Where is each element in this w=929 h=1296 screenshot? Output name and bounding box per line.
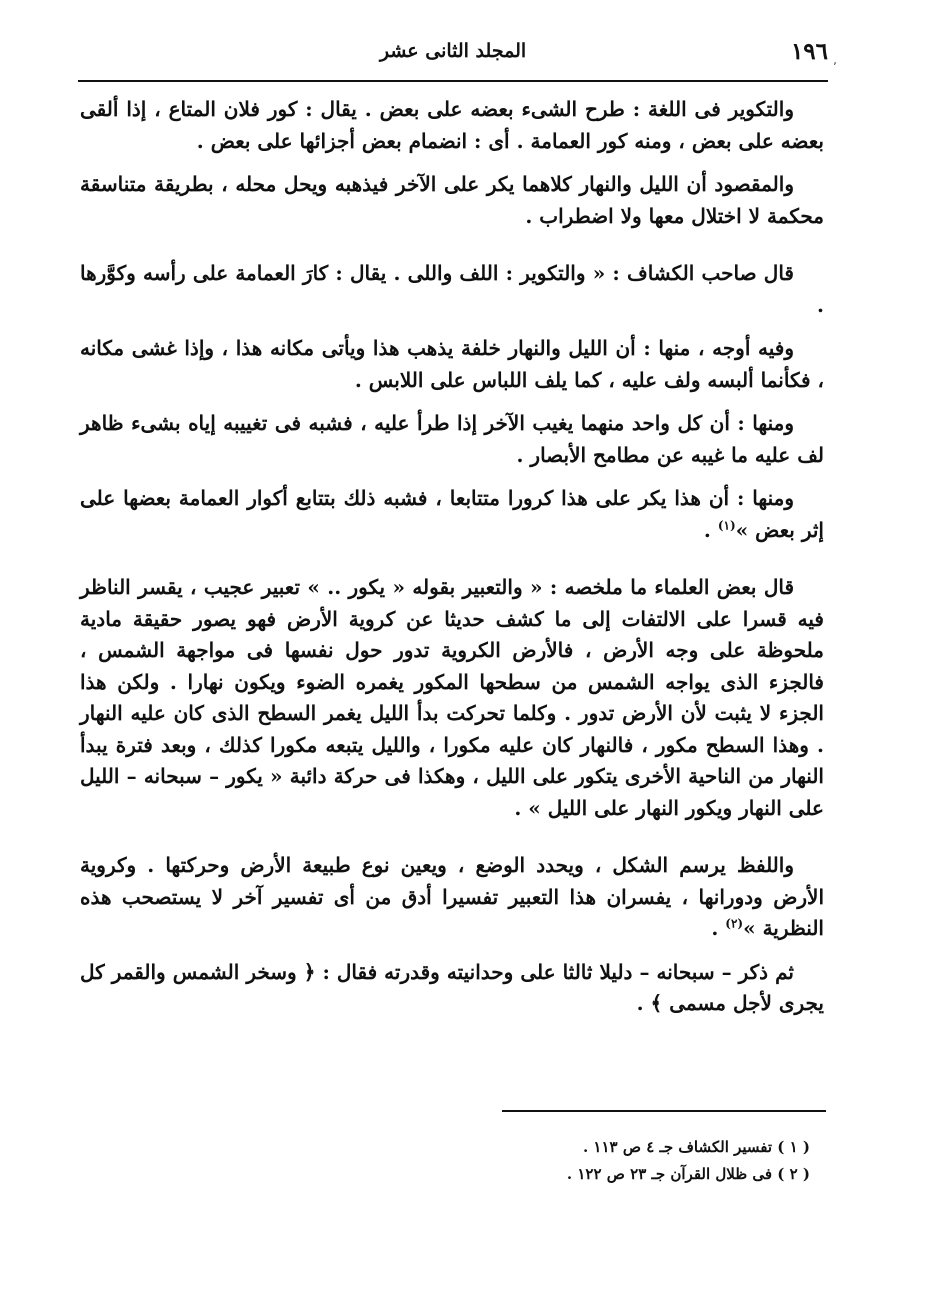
paragraph: والمقصود أن الليل والنهار كلاهما يكر على الآخر فيذهبه ويحل محله ، بطريقة متناسقة محكمة لا اختلال معها ولا اضطراب . xyxy=(80,172,824,228)
footnote-rule xyxy=(502,1110,826,1112)
footnote-reference: (٢) xyxy=(725,916,744,931)
main-text xyxy=(80,94,824,1032)
footnote-reference: (١) xyxy=(717,517,736,532)
page-number: ١٩٦ xyxy=(790,38,828,65)
footnote: ( ٢ ) فى ظلال القرآن جـ ٢٣ ص ١٢٢ . xyxy=(566,1165,810,1183)
paragraph: ومنها : أن هذا يكر على هذا كرورا متتابعا ، فشبه ذلك بتتابع أكوار العمامة بعضها على إثر بعض »$^{(١)}$ . xyxy=(80,486,824,542)
page-header xyxy=(78,34,828,78)
paragraph: قال بعض العلماء ما ملخصه : « والتعبير بقوله « يكور .. » تعبير عجيب ، يقسر الناظر فيه قسرا على الالتفات إلى ما كشف حديثا عن كروية الأرض فهو يصور حقيقة مادية ملحوظة على وجه الأرض ، فالأرض الكروية تدور حول نفسها فى مواجهة الشمس ، فالجزء الذى يواجه الشمس من سطحها المكور يغمره الضوء ويكون نهارا . ولكن هذا الجزء لا يثبت لأن الأرض تدور . وكلما تحركت بدأ الليل يغمر السطح الذى كان عليه النهار . وهذا السطح مكور ، فالنهار كان عليه مكورا ، والليل يتبعه مكورا كذلك ، وبعد فترة يبدأ النهار من الناحية الأخرى يتكور على الليل ، وهكذا فى حركة دائبة « يكور – سبحانه – الليل على النهار ويكور النهار على الليل » . xyxy=(80,575,824,820)
header-rule xyxy=(78,80,828,82)
footnote: ( ١ ) تفسير الكشاف جـ ٤ ص ١١٣ . xyxy=(582,1138,810,1156)
margin-mark: ٬ xyxy=(833,60,837,74)
paragraph: وفيه أوجه ، منها : أن الليل والنهار خلفة يذهب هذا ويأتى مكانه هذا ، وإذا غشى مكانه ، فكأنما ألبسه ولف عليه ، كما يلف اللباس على اللابس . xyxy=(80,336,824,392)
paragraph: ومنها : أن كل واحد منهما يغيب الآخر إذا طرأ عليه ، فشبه فى تغييبه إياه بشىء ظاهر لف عليه ما غيبه عن مطامح الأبصار . xyxy=(80,411,824,467)
paragraph: ثم ذكر – سبحانه – دليلا ثالثا على وحدانيته وقدرته فقال : ﴿ وسخر الشمس والقمر كل يجرى لأجل مسمى ﴾ . xyxy=(80,959,824,1015)
paragraph: قال صاحب الكشاف : « والتكوير : اللف واللى . يقال : كارَ العمامة على رأسه وكوَّرها . xyxy=(80,261,824,317)
paragraph: واللفظ يرسم الشكل ، ويحدد الوضع ، ويعين نوع طبيعة الأرض وحركتها . وكروية الأرض ودورانها ، يفسران هذا التعبير تفسيرا أدق من أى تفسير آخر لا يستصحب هذه النظرية »$^{(٢)}$ . xyxy=(80,853,824,940)
paragraph: والتكوير فى اللغة : طرح الشىء بعضه على بعض . يقال : كور فلان المتاع ، إذا ألقى بعضه على بعض ، ومنه كور العمامة . أى : انضمام بعض أجزائها على بعض . xyxy=(80,97,824,153)
footnotes xyxy=(400,1134,810,1188)
volume-title: المجلد الثانى عشر xyxy=(379,40,527,62)
